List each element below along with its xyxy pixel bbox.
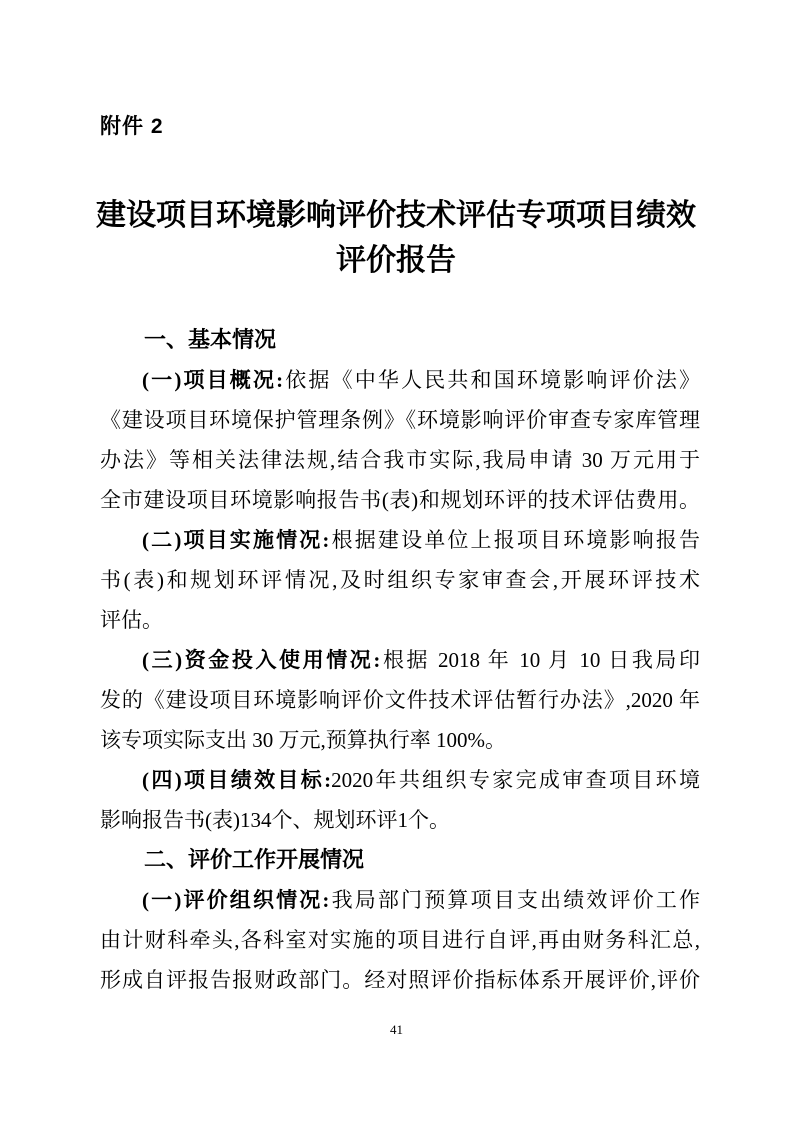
paragraph-4-lead: (四)项目绩效目标: (142, 768, 332, 792)
section-heading-2: 二、评价工作开展情况 (144, 847, 365, 872)
paragraph-4-text-1: 2020年共组织专家完成审查项目环境 (331, 768, 701, 792)
paragraph-3-text-1: 根据 2018 年 10 月 10 日我局印 (380, 648, 701, 672)
paragraph-2-text-1: 根据建设单位上报项目环境影响报告 (329, 528, 701, 552)
paragraph-3-line-3: 该专项实际支出 30 万元,预算执行率 100%。 (100, 728, 506, 752)
paragraph-3-line-2: 发的《建设项目环境影响评价文件技术评估暂行办法》,2020 年 (100, 688, 700, 712)
paragraph-5-line-3: 形成自评报告报财政部门。经对照评价指标体系开展评价,评价 (100, 968, 700, 992)
paragraph-5-line-1 (100, 880, 700, 920)
paragraph-2-line-2: 书(表)和规划环评情况,及时组织专家审查会,开展环评技术 (100, 568, 700, 592)
page-number: 41 (390, 1022, 403, 1037)
paragraph-1-line-2: 《建设项目环境保护管理条例》《环境影响评价审查专家库管理 (100, 408, 700, 432)
paragraph-1-line-4: 全市建设项目环境影响报告书(表)和规划环评的技术评估费用。 (100, 488, 700, 512)
paragraph-2-line-1 (100, 520, 700, 560)
paragraph-5-lead: (一)评价组织情况: (142, 888, 330, 912)
paragraph-4-line-2: 影响报告书(表)134个、规划环评1个。 (100, 808, 450, 832)
paragraph-1-text-1: 依据《中华人民共和国环境影响评价法》 (283, 368, 700, 392)
section-heading-1: 一、基本情况 (144, 327, 277, 352)
paragraph-2-lead: (二)项目实施情况: (142, 528, 330, 552)
document-title-line2: 评价报告 (336, 244, 456, 277)
paragraph-1-line-3: 办法》等相关法律法规,结合我市实际,我局申请 30 万元用于 (100, 448, 700, 472)
attachment-label: 附件 2 (100, 115, 164, 138)
paragraph-4-line-1 (100, 760, 700, 800)
paragraph-1-line-1 (100, 360, 700, 400)
document-body (100, 320, 700, 1000)
paragraph-3-line-1 (100, 640, 700, 680)
document-title (96, 193, 696, 283)
paragraph-1-lead: (一)项目概况: (142, 368, 284, 392)
paragraph-5-text-1: 我局部门预算项目支出绩效评价工作 (329, 888, 701, 912)
paragraph-5-line-2: 由计财科牵头,各科室对实施的项目进行自评,再由财务科汇总, (100, 928, 700, 952)
paragraph-3-lead: (三)资金投入使用情况: (142, 648, 381, 672)
paragraph-2-line-3: 评估。 (100, 608, 163, 632)
document-title-line1: 建设项目环境影响评价技术评估专项项目绩效 (96, 199, 696, 232)
